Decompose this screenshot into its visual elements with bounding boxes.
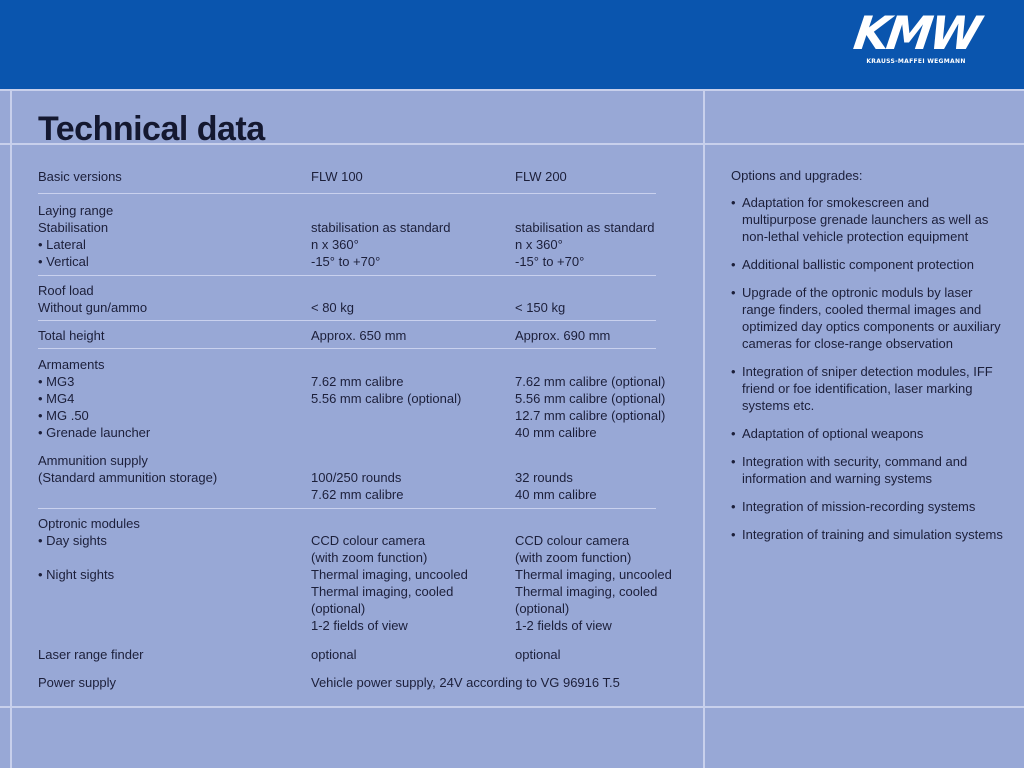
grid-line-top: [0, 89, 1024, 91]
optronic-flw100-line: (optional): [311, 601, 366, 616]
laying-flw200-vertical: -15° to +70°: [515, 254, 585, 269]
armaments-flw100-mg4: 5.56 mm calibre (optional): [311, 391, 462, 406]
laying-stabilisation-label: Stabilisation: [38, 220, 109, 235]
row-divider: [38, 508, 656, 509]
optronic-flw100-line: CCD colour camera: [311, 533, 426, 548]
ammunition-sub: (Standard ammunition storage): [38, 470, 218, 485]
row-divider: [38, 348, 656, 349]
armaments-mg50-label: • MG .50: [38, 408, 89, 423]
options-title: Options and upgrades:: [731, 168, 863, 183]
roof-load-sub: Without gun/ammo: [38, 300, 148, 315]
power-value: Vehicle power supply, 24V according to VG 96916 T.5: [311, 675, 620, 690]
kmw-logo: [846, 8, 986, 66]
power-label: Power supply: [38, 675, 117, 690]
page-title: Technical data: [38, 110, 265, 148]
armaments-mg4-label: • MG4: [38, 391, 75, 406]
optronic-night-label: • Night sights: [38, 567, 115, 582]
optronic-flw200-line: 1-2 fields of view: [515, 618, 612, 633]
armaments-flw200-mg4: 5.56 mm calibre (optional): [515, 391, 666, 406]
optronic-flw100-line: Thermal imaging, uncooled: [311, 567, 468, 582]
ammunition-flw200-calibre: 40 mm calibre: [515, 487, 597, 502]
options-list-item: • Adaptation of optional weapons: [731, 425, 1006, 442]
laser-label: Laser range finder: [38, 647, 144, 662]
row-divider: [38, 193, 656, 194]
options-list-item: • Adaptation for smokescreen and multipurpose grenade launchers as well as non-lethal vehicle protection equipment: [731, 194, 1006, 245]
laying-flw100-stabilisation: stabilisation as standard: [311, 220, 451, 235]
armaments-flw200-grenade: 40 mm calibre: [515, 425, 597, 440]
armaments-flw200-mg50: 12.7 mm calibre (optional): [515, 408, 666, 423]
column-header-flw100: FLW 100: [311, 169, 363, 184]
laser-flw100: optional: [311, 647, 357, 662]
armaments-mg3-label: • MG3: [38, 374, 75, 389]
options-panel: [731, 167, 1006, 554]
grid-line-left: [10, 89, 12, 768]
options-list: [731, 194, 1006, 543]
laying-flw100-vertical: -15° to +70°: [311, 254, 381, 269]
laying-flw200-lateral: n x 360°: [515, 237, 563, 252]
row-divider: [38, 320, 656, 321]
laser-flw200: optional: [515, 647, 561, 662]
header-bar: [0, 0, 1024, 89]
optronic-label: Optronic modules: [38, 516, 140, 531]
grid-line-middle: [703, 89, 705, 768]
laying-flw100-lateral: n x 360°: [311, 237, 359, 252]
options-list-item: • Integration of training and simulation systems: [731, 526, 1006, 543]
total-height-flw100: Approx. 650 mm: [311, 328, 407, 343]
logo-text: KMW: [850, 6, 982, 60]
total-height-flw200: Approx. 690 mm: [515, 328, 611, 343]
grid-line-bottom: [0, 706, 1024, 708]
ammunition-flw100-rounds: 100/250 rounds: [311, 470, 402, 485]
armaments-grenade-label: • Grenade launcher: [38, 425, 151, 440]
roof-load-flw100: < 80 kg: [311, 300, 355, 315]
basic-versions-label: Basic versions: [38, 169, 122, 184]
row-divider: [38, 275, 656, 276]
armaments-label: Armaments: [38, 357, 105, 372]
options-list-item: • Additional ballistic component protection: [731, 256, 1006, 273]
optronic-flw100-line: 1-2 fields of view: [311, 618, 408, 633]
optronic-flw200-line: (with zoom function): [515, 550, 632, 565]
optronic-day-label: • Day sights: [38, 533, 107, 548]
optronic-flw200-line: CCD colour camera: [515, 533, 630, 548]
laying-range-label: Laying range: [38, 203, 114, 218]
ammunition-label: Ammunition supply: [38, 453, 148, 468]
options-list-item: • Integration of mission-recording systems: [731, 498, 1006, 515]
options-list-item: • Upgrade of the optronic moduls by laser range finders, cooled thermal images and optimized day optics components or auxiliary cameras for close-range observation: [731, 284, 1006, 352]
armaments-flw200-mg3: 7.62 mm calibre (optional): [515, 374, 666, 389]
optronic-flw100-line: Thermal imaging, cooled: [311, 584, 454, 599]
logo-subtitle: KRAUSS-MAFFEI WEGMANN: [866, 58, 966, 65]
optronic-flw200-line: (optional): [515, 601, 570, 616]
ammunition-flw100-calibre: 7.62 mm calibre: [311, 487, 404, 502]
laying-flw200-stabilisation: stabilisation as standard: [515, 220, 655, 235]
armaments-flw100-mg3: 7.62 mm calibre: [311, 374, 404, 389]
optronic-flw200-line: Thermal imaging, uncooled: [515, 567, 672, 582]
roof-load-flw200: < 150 kg: [515, 300, 566, 315]
ammunition-flw200-rounds: 32 rounds: [515, 470, 573, 485]
options-list-item: • Integration of sniper detection modules, IFF friend or foe identification, laser marking systems etc.: [731, 363, 1006, 414]
options-list-item: • Integration with security, command and information and warning systems: [731, 453, 1006, 487]
column-header-flw200: FLW 200: [515, 169, 567, 184]
optronic-flw200-line: Thermal imaging, cooled: [515, 584, 658, 599]
total-height-label: Total height: [38, 328, 105, 343]
optronic-flw100-line: (with zoom function): [311, 550, 428, 565]
roof-load-label: Roof load: [38, 283, 94, 298]
laying-vertical-label: • Vertical: [38, 254, 89, 269]
laying-lateral-label: • Lateral: [38, 237, 86, 252]
